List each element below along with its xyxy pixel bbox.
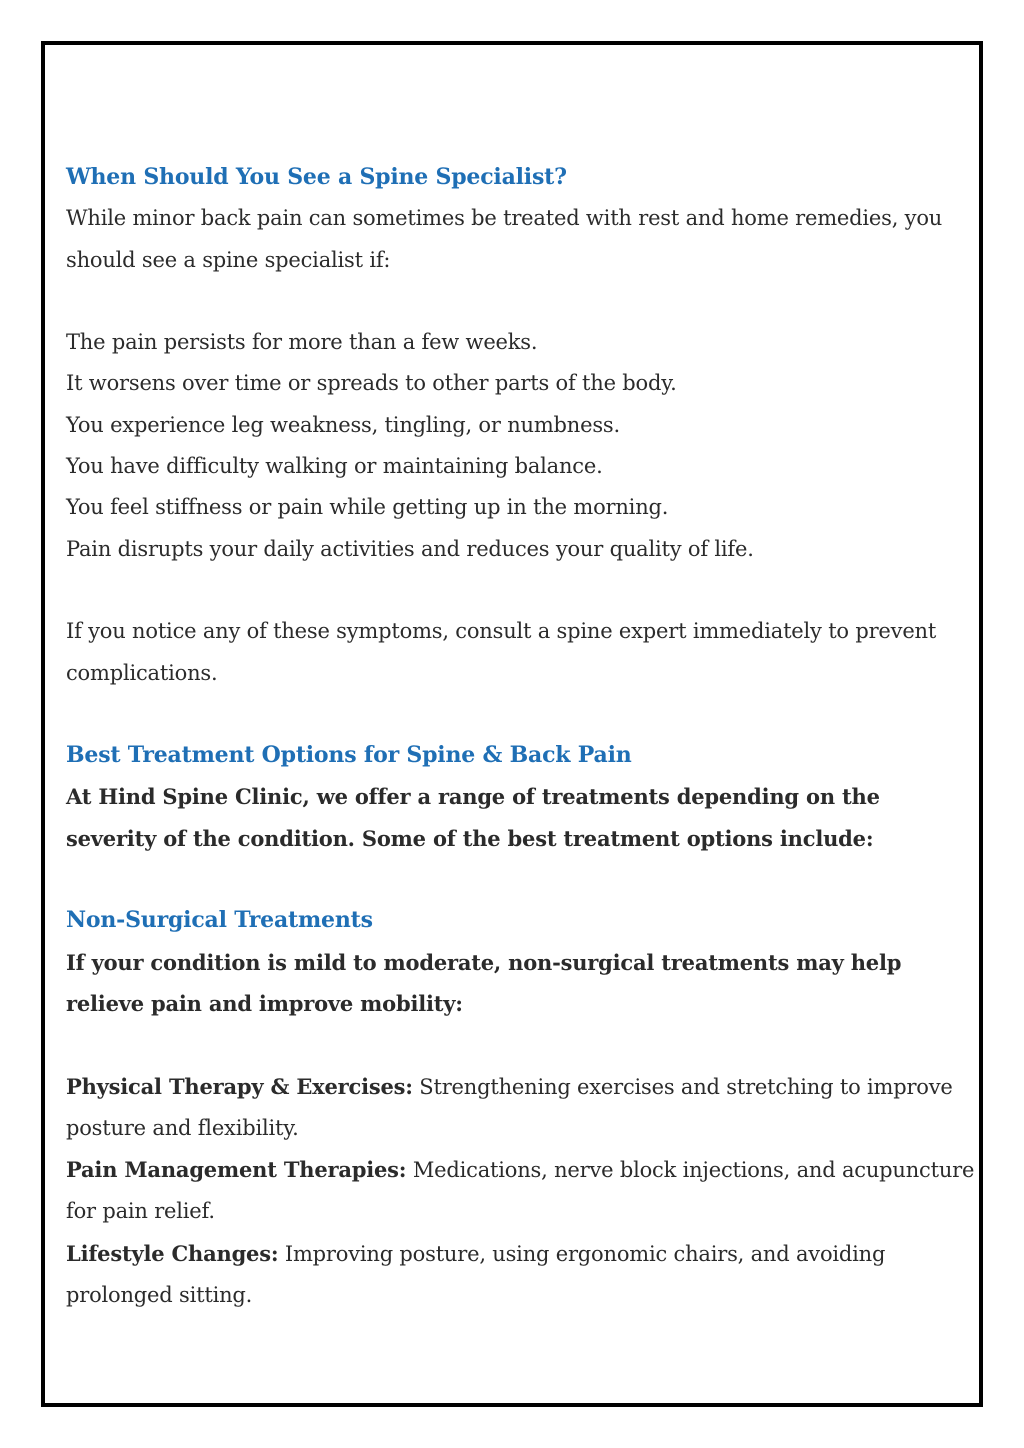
- treatment-item: [66, 1233, 976, 1317]
- symptom-item: The pain persists for more than a few weeks.: [66, 330, 538, 355]
- symptom-item: You experience leg weakness, tingling, or numbness.: [66, 412, 620, 437]
- treatment-name: Pain Management Therapies:: [66, 1157, 407, 1183]
- spacer: [66, 281, 976, 322]
- non-surgical-intro-paragraph: If your condition is mild to moderate, non-surgical treatments may help relieve pain and improve mobility:: [66, 949, 902, 1016]
- treatment-intro-paragraph: At Hind Spine Clinic, we offer a range of treatments depending on the severity of the condition. Some of the best treatment options include:: [66, 784, 880, 851]
- treatment-item: [66, 1066, 976, 1150]
- section-heading-spine-specialist: When Should You See a Spine Specialist?: [66, 164, 567, 190]
- article-content: [66, 157, 976, 1316]
- section-intro-paragraph: While minor back pain can sometimes be treated with rest and home remedies, you should see a spine specialist if:: [66, 206, 943, 272]
- spacer: [66, 1024, 976, 1065]
- treatment-item: [66, 1149, 976, 1233]
- treatment-description: Improving posture, using ergonomic chairs, and avoiding prolonged sitting.: [66, 1241, 886, 1308]
- symptom-item: Pain disrupts your daily activities and reduces your quality of life.: [66, 536, 754, 561]
- spacer: [66, 694, 976, 735]
- treatment-description: Medications, nerve block injections, and acupuncture for pain relief.: [66, 1158, 975, 1224]
- symptom-list: [66, 322, 976, 570]
- closing-paragraph: If you notice any of these symptoms, consult a spine expert immediately to prevent complications.: [66, 619, 937, 685]
- section-heading-treatment-options: Best Treatment Options for Spine & Back Pain: [66, 742, 632, 769]
- treatment-name: Physical Therapy & Exercises:: [66, 1073, 413, 1099]
- page-frame: [41, 41, 983, 1407]
- section-heading-non-surgical: Non-Surgical Treatments: [66, 907, 373, 934]
- treatment-list: [66, 1066, 976, 1317]
- treatment-name: Lifestyle Changes:: [66, 1240, 279, 1266]
- symptom-item: You feel stiffness or pain while getting up in the morning.: [66, 495, 669, 520]
- symptom-item: You have difficulty walking or maintaining balance.: [66, 454, 603, 479]
- symptom-item: It worsens over time or spreads to other parts of the body.: [66, 371, 677, 396]
- spacer: [66, 859, 976, 900]
- spacer: [66, 570, 976, 611]
- treatment-description: Strengthening exercises and stretching to improve posture and flexibility.: [66, 1074, 953, 1140]
